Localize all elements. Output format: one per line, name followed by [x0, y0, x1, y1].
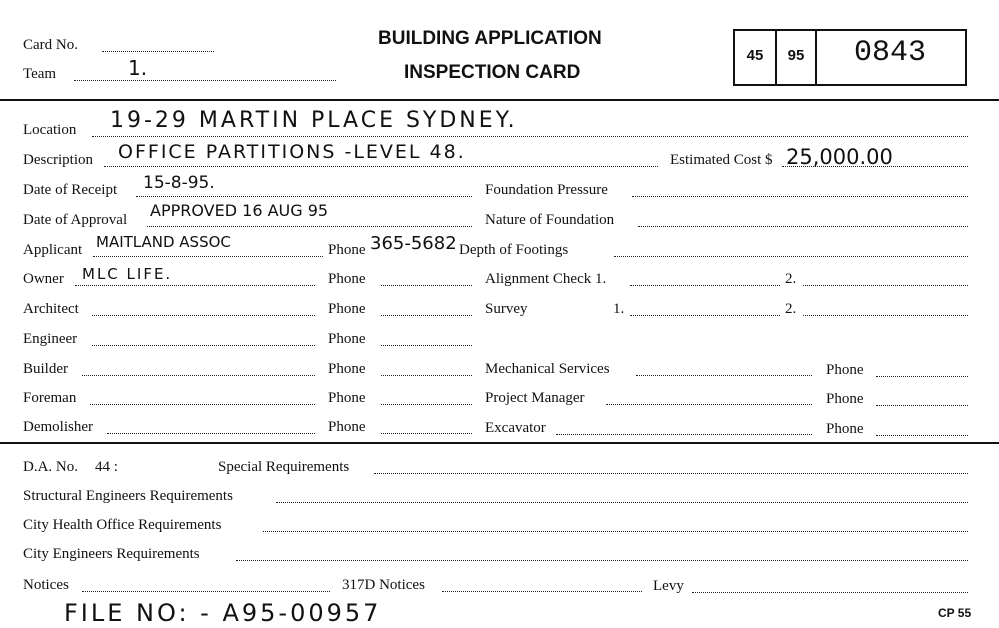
structural-line: [276, 502, 968, 503]
notices-317d-line: [442, 591, 642, 592]
depth-footings-line: [614, 256, 968, 257]
date-receipt-label: Date of Receipt: [23, 182, 118, 198]
nature-foundation-line: [638, 226, 968, 227]
city-eng-line: [236, 560, 968, 561]
description-line: [104, 166, 658, 167]
alignment-2-line: [803, 285, 968, 286]
owner-line: [75, 285, 315, 286]
location-label: Location: [23, 122, 77, 138]
team-label: Team: [23, 66, 57, 82]
location-value: 19-29 MARTIN PLACE SYDNEY.: [110, 108, 518, 133]
excavator-line: [556, 434, 812, 435]
header-rule: [0, 99, 999, 101]
owner-value: MLC LIFE.: [82, 265, 173, 283]
date-approval-label: Date of Approval: [23, 212, 128, 228]
foreman-phone-line: [381, 404, 472, 405]
notices-317d-label: 317D Notices: [342, 577, 425, 593]
demolisher-line: [107, 433, 315, 434]
special-req-label: Special Requirements: [218, 459, 350, 475]
builder-label: Builder: [23, 361, 68, 377]
mechanical-line: [636, 375, 812, 376]
team-value: 1.: [128, 56, 148, 80]
architect-line: [92, 315, 315, 316]
owner-phone-label: Phone: [328, 271, 366, 287]
health-line: [263, 531, 968, 532]
demolisher-label: Demolisher: [23, 419, 93, 435]
structural-label: Structural Engineers Requirements: [23, 488, 233, 504]
foundation-pressure-line: [632, 196, 968, 197]
notices-label: Notices: [23, 577, 69, 593]
mechanical-label: Mechanical Services: [485, 361, 610, 377]
levy-label: Levy: [653, 578, 684, 594]
owner-phone-line: [381, 285, 472, 286]
city-eng-label: City Engineers Requirements: [23, 546, 200, 562]
estimated-cost-value: 25,000.00: [786, 145, 893, 169]
description-value: OFFICE PARTITIONS -LEVEL 48.: [118, 141, 466, 163]
foreman-phone-label: Phone: [328, 390, 366, 406]
demolisher-phone-label: Phone: [328, 419, 366, 435]
description-label: Description: [23, 152, 93, 168]
da-no-value: 44 :: [95, 459, 118, 475]
date-receipt-value: 15-8-95.: [143, 173, 215, 193]
estimated-cost-label: Estimated Cost $: [670, 152, 773, 168]
card-no-label: Card No.: [23, 37, 78, 53]
date-approval-line: [147, 226, 472, 227]
project-manager-label: Project Manager: [485, 390, 585, 406]
levy-line: [692, 592, 968, 593]
foundation-pressure-label: Foundation Pressure: [485, 182, 608, 198]
engineer-line: [92, 345, 315, 346]
excavator-phone-line: [876, 435, 968, 436]
project-manager-phone-label: Phone: [826, 391, 864, 407]
engineer-phone-label: Phone: [328, 331, 366, 347]
applicant-phone-value: 365-5682: [370, 233, 457, 254]
excavator-phone-label: Phone: [826, 421, 864, 437]
survey-1-label: 1.: [613, 301, 625, 317]
builder-line: [82, 375, 315, 376]
applicant-phone-label: Phone: [328, 242, 366, 258]
middle-rule: [0, 442, 999, 444]
file-no-value: FILE NO: - A95-00957: [64, 599, 382, 627]
mechanical-phone-label: Phone: [826, 362, 864, 378]
engineer-label: Engineer: [23, 331, 78, 347]
title-line-1: BUILDING APPLICATION: [378, 28, 602, 49]
box-b: 95: [787, 47, 805, 64]
builder-phone-line: [381, 375, 472, 376]
mechanical-phone-line: [876, 376, 968, 377]
da-no-label: D.A. No.: [23, 459, 78, 475]
engineer-phone-line: [381, 345, 472, 346]
notices-line: [82, 591, 330, 592]
special-req-line: [374, 473, 968, 474]
depth-footings-label: Depth of Footings: [459, 242, 569, 258]
builder-phone-label: Phone: [328, 361, 366, 377]
project-manager-line: [606, 404, 812, 405]
applicant-label: Applicant: [23, 242, 83, 258]
demolisher-phone-line: [381, 433, 472, 434]
alignment-2-label: 2.: [785, 271, 797, 287]
title-line-2: INSPECTION CARD: [404, 62, 581, 83]
alignment-check-label: Alignment Check 1.: [485, 271, 607, 287]
nature-foundation-label: Nature of Foundation: [485, 212, 615, 228]
applicant-value: MAITLAND ASSOC: [96, 233, 231, 251]
applicant-line: [93, 256, 323, 257]
form-code: CP 55: [938, 606, 972, 620]
foreman-line: [90, 404, 315, 405]
card-number: 0843: [853, 36, 926, 70]
owner-label: Owner: [23, 271, 64, 287]
alignment-1-line: [630, 285, 780, 286]
survey-1-line: [630, 315, 780, 316]
date-approval-value: APPROVED 16 AUG 95: [150, 201, 329, 220]
excavator-label: Excavator: [485, 420, 546, 436]
survey-2-line: [803, 315, 968, 316]
architect-phone-label: Phone: [328, 301, 366, 317]
survey-2-label: 2.: [785, 301, 797, 317]
box-a: 45: [746, 47, 764, 64]
health-label: City Health Office Requirements: [23, 517, 222, 533]
survey-label: Survey: [485, 301, 528, 317]
foreman-label: Foreman: [23, 390, 77, 406]
card-no-line: [102, 51, 214, 52]
location-line: [92, 136, 968, 137]
date-receipt-line: [136, 196, 472, 197]
architect-phone-line: [381, 315, 472, 316]
project-manager-phone-line: [876, 405, 968, 406]
architect-label: Architect: [23, 301, 79, 317]
team-line: [74, 80, 336, 81]
